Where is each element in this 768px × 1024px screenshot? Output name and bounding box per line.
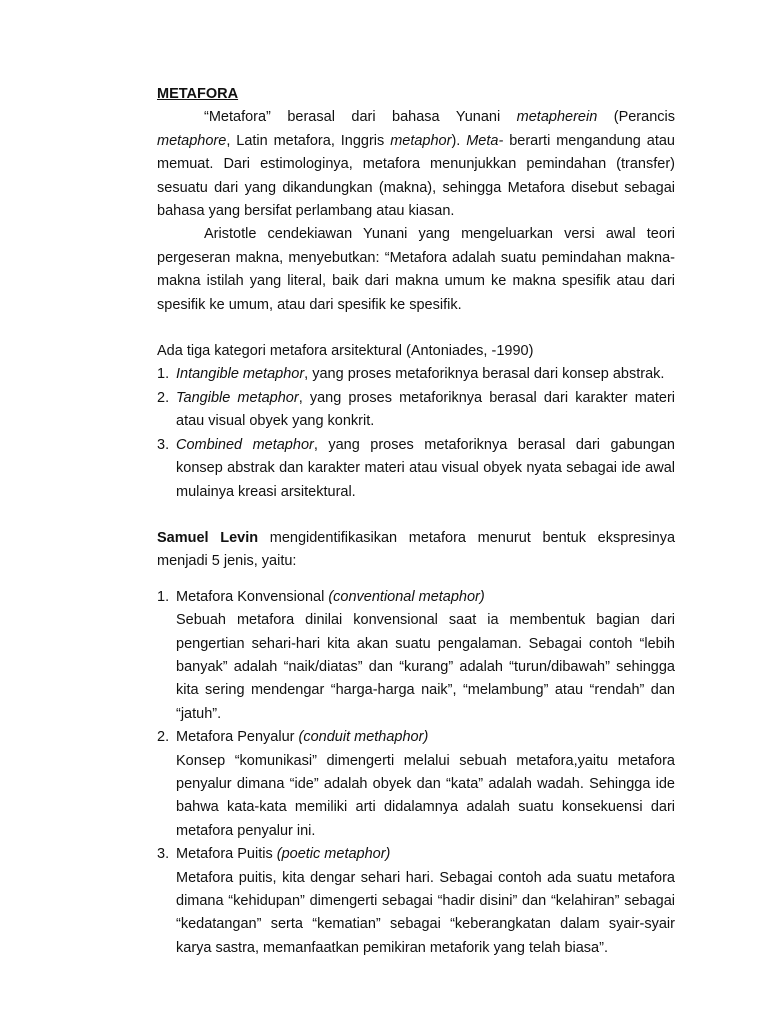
italic-term: metapherein (516, 109, 598, 126)
italic-term: (conventional metaphor) (328, 588, 485, 605)
document-page (157, 83, 675, 960)
paragraph-definition (157, 106, 675, 223)
paragraph-aristotle: Aristotle cendekiawan Yunani yang mengeluarkan versi awal teori pergeseran makna, menyebutkan: “Metafora adalah suatu pemindahan makna-makna istilah yang literal, baik dari makna umum ke makna spesifik atau dari spesifik ke umum, atau dari spesifik ke spesifik. (157, 226, 675, 313)
text-run: , yang proses metaforiknya berasal dari konsep abstrak. (304, 366, 665, 383)
list-number: 3. (157, 436, 170, 453)
type-label: Metafora Penyalur (176, 729, 299, 746)
text-run: , yang proses metaforiknya berasal dari gabungan konsep abstrak dan karakter materi atau visual obyek nyata sebagai ide awal mulainya kreasi arsitektural. (176, 436, 675, 500)
list-number: 1. (157, 366, 170, 383)
text-run: ). (451, 132, 467, 149)
text-run: , yang proses metaforiknya berasal dari karakter materi atau visual obyek yang konkrit. (176, 389, 675, 430)
text-run: berarti mengandung atau memuat. Dari estimologinya, metafora menunjukkan pemindahan (transfer) sesuatu dari yang dikandungkan (makna), sehingga Metafora disebut sebagai bahasa yang bersifat perlambang atau kiasan. (157, 132, 675, 220)
list-item (157, 586, 675, 726)
list-number: 2. (157, 389, 170, 406)
categories-list (157, 363, 675, 503)
italic-term: Intangible metaphor (176, 366, 305, 383)
italic-term: Combined metaphor (176, 436, 314, 453)
list-item (157, 434, 675, 504)
page-title: METAFORA (157, 86, 239, 102)
list-item (157, 387, 675, 434)
paragraph-levin (157, 527, 675, 574)
italic-term: (conduit methaphor) (298, 729, 429, 746)
italic-term: (poetic metaphor) (276, 846, 391, 863)
text-run: , Latin metafora, Inggris (226, 132, 391, 149)
italic-term: metaphore (157, 132, 227, 149)
list-item (157, 363, 675, 386)
list-number: 3. (157, 846, 170, 863)
types-list (157, 586, 675, 961)
text-run: (Perancis (597, 109, 675, 126)
list-item (157, 843, 675, 960)
text-run: mengidentifikasikan metafora menurut bentuk ekspresinya menjadi 5 jenis, yaitu: (157, 529, 676, 570)
list-number: 1. (157, 588, 170, 605)
type-label: Metafora Puitis (176, 846, 277, 863)
list-number: 2. (157, 729, 170, 746)
list-item (157, 726, 675, 843)
italic-term: Meta- (466, 132, 504, 149)
author-name: Samuel Levin (157, 529, 259, 546)
text-run: “Metafora” berasal dari bahasa Yunani (204, 109, 517, 126)
type-description: Sebuah metafora dinilai konvensional saat ia membentuk bagian dari pengertian sehari-hari kita akan suatu pengalaman. Sebagai contoh “lebih banyak” adalah “naik/diatas” dan “kurang” adalah “turun/dibawah” sehingga kita sering mendengar “harga-harga naik”, “melambung” atau “rendah” dan “jatuh”. (176, 612, 675, 722)
categories-intro: Ada tiga kategori metafora arsitektural (Antoniades, -1990) (157, 343, 534, 360)
type-label: Metafora Konvensional (176, 588, 329, 605)
type-description: Metafora puitis, kita dengar sehari hari. Sebagai contoh ada suatu metafora dimana “kehidupan” dimengerti sebagai “hadir disini” dan “kelahiran” sebagai “kedatangan” serta “kematian” sebagai “keberangkatan dalam syair-syair karya sastra, memanfaatkan pemikiran metaforik yang telah biasa”. (176, 869, 675, 956)
type-description: Konsep “komunikasi” dimengerti melalui sebuah metafora,yaitu metafora penyalur dimana “ide” adalah obyek dan “kata” adalah wadah. Sehingga ide bahwa kata-kata memiliki arti didalamnya adalah suatu konsekuensi dari metafora penyalur ini. (176, 752, 675, 839)
italic-term: metaphor (390, 132, 452, 149)
italic-term: Tangible metaphor (176, 389, 299, 406)
